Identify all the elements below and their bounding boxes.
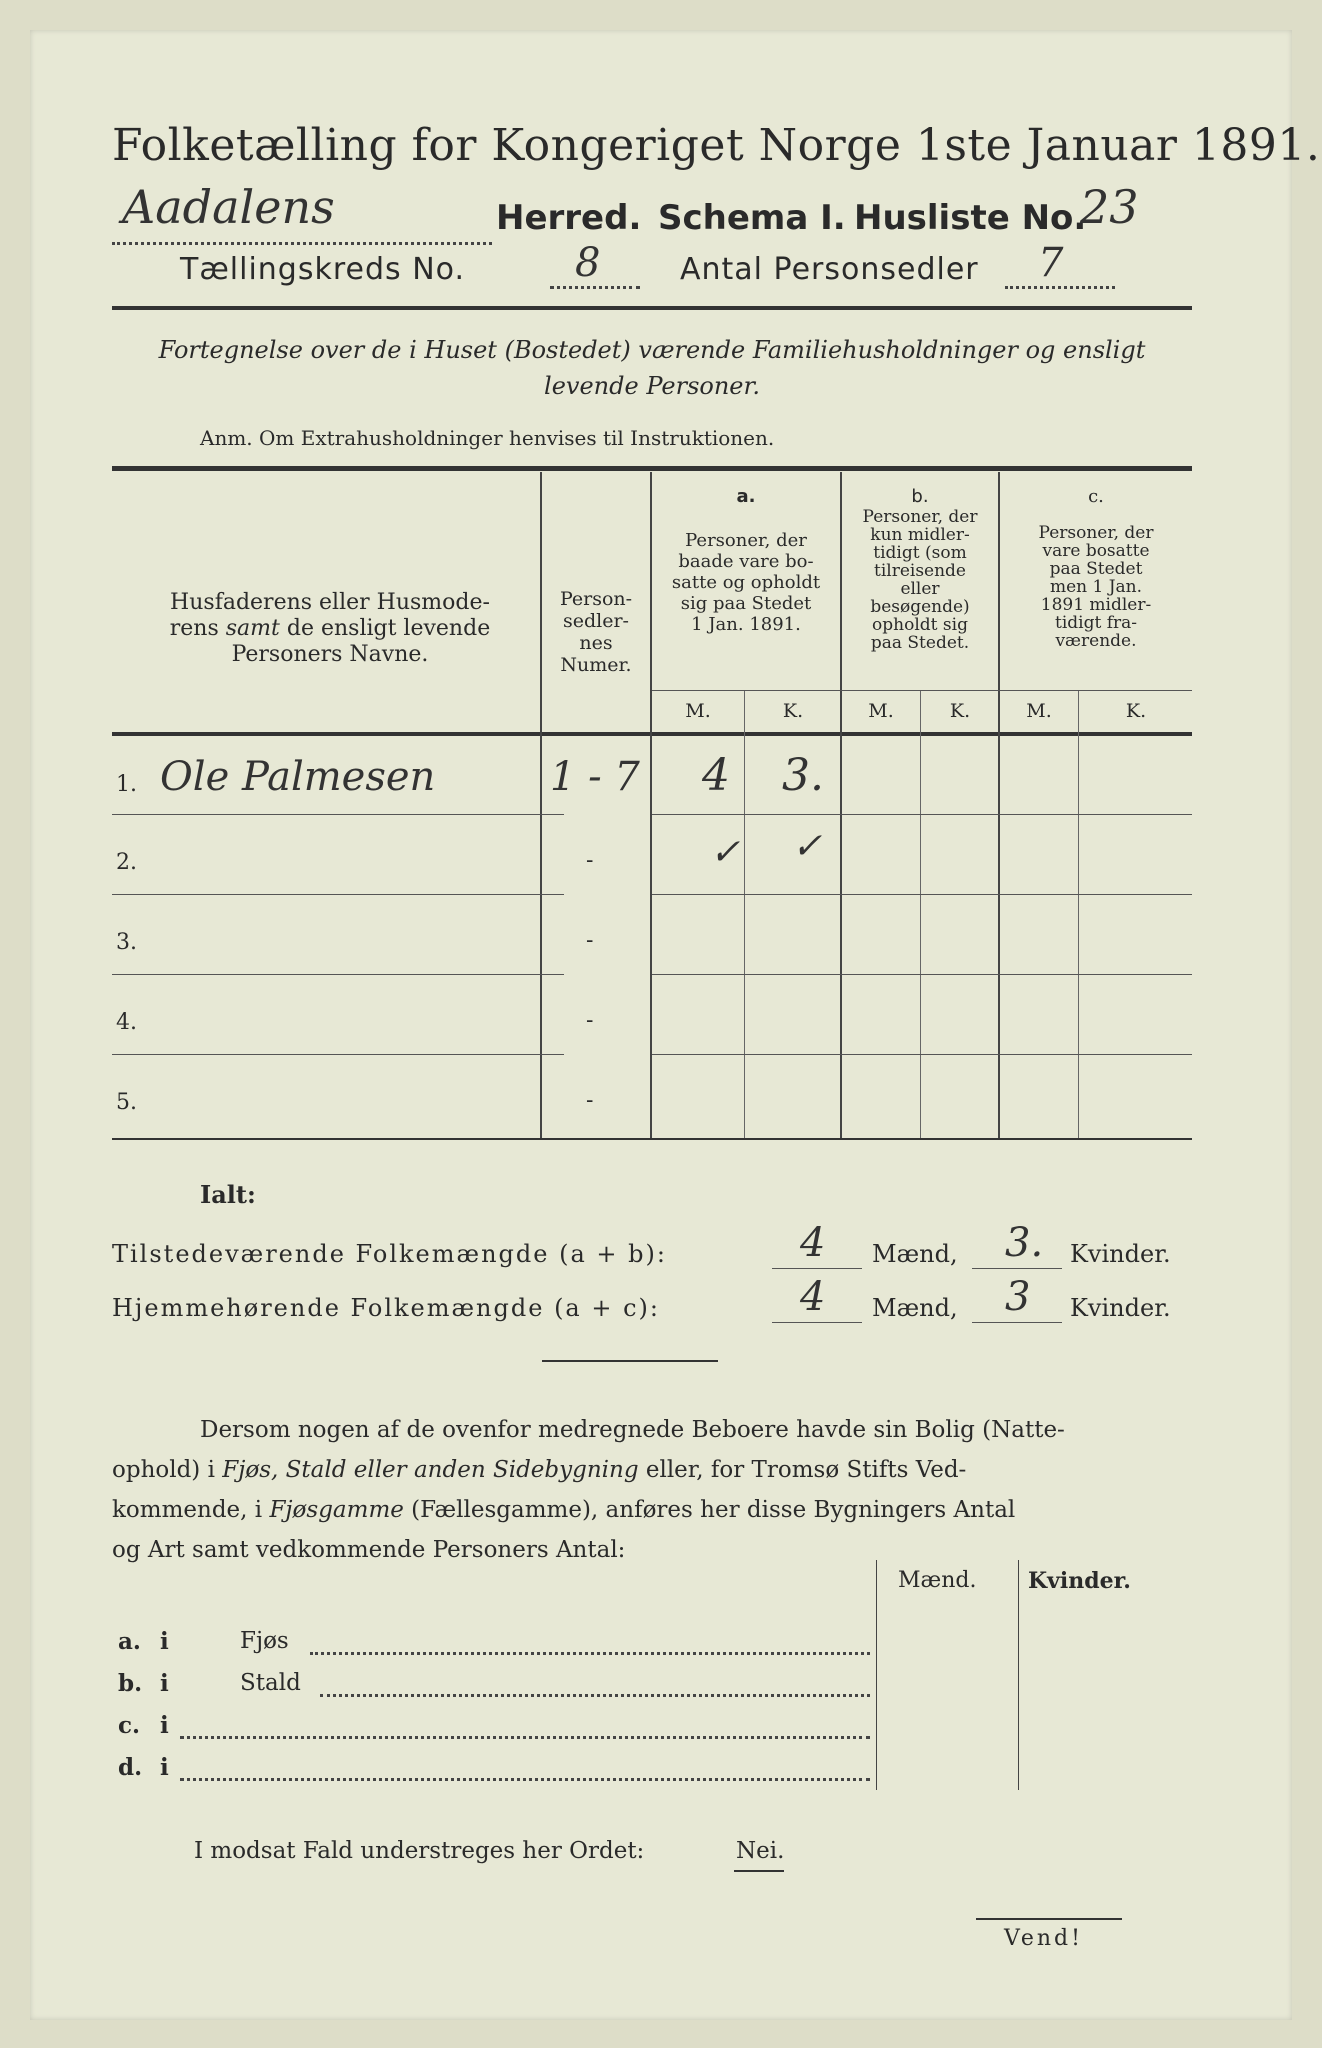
header-c-l3: paa Stedet (1049, 559, 1143, 579)
note-line-3c: (Fællesgamme), anføres her disse Bygningers Antal (403, 1497, 1016, 1523)
hjem-label: Hjemmehørende Folkemængde (a + c): (112, 1294, 660, 1322)
header-rule (112, 306, 1192, 310)
tilst-label: Tilstedeværende Folkemængde (a + b): (112, 1240, 667, 1268)
b-k-header: K. (949, 700, 971, 722)
building-label: Fjøs (240, 1628, 289, 1654)
header-b (842, 508, 998, 652)
table-row (30, 816, 1292, 896)
table-row (30, 896, 1292, 976)
header-sedler-l4: Numer. (560, 654, 632, 676)
tilst-maend: Mænd, (872, 1240, 958, 1268)
row-name: Ole Palmesen (160, 754, 436, 800)
header-c (1000, 524, 1192, 650)
separator-rule (542, 1360, 718, 1362)
b-m-header: M. (868, 700, 894, 722)
header-names-line1: Husfaderens eller Husmode- (170, 590, 490, 615)
row-line-right (652, 1054, 1192, 1055)
header-b-l7: opholdt sig (872, 615, 968, 635)
header-c-l6: tidigt fra- (1054, 613, 1137, 633)
header-sedler-l3: nes (579, 632, 613, 654)
header-names-line3: Personers Navne. (231, 642, 429, 667)
header-names (130, 590, 530, 668)
table-row (30, 736, 1292, 816)
table-bottom-rule (112, 1138, 1192, 1140)
row-a-k: 3. (782, 750, 824, 801)
building-letter: a. (118, 1628, 141, 1655)
row-sedler: - (586, 1008, 594, 1033)
note-line-1: Dersom nogen af de ovenfor medregnede Beboere havde sin Bolig (Natte- (200, 1417, 1065, 1443)
hjem-k-value: 3 (1005, 1274, 1031, 1320)
tellingskreds-number: 8 (575, 240, 601, 286)
building-i: i (160, 1754, 169, 1781)
herred-name: Aadalens (122, 180, 335, 234)
note-line-2b: Fjøs, Stald eller anden Sidebygning (222, 1457, 639, 1483)
antal-number: 7 (1038, 240, 1064, 286)
herred-dotline (112, 242, 492, 245)
building-row (30, 1706, 1292, 1750)
header-c-l4: men 1 Jan. (1049, 577, 1143, 597)
vend-text: Vend! (1004, 1926, 1083, 1951)
note-line-4: og Art samt vedkommende Personers Antal: (112, 1537, 626, 1563)
building-row (30, 1622, 1292, 1666)
header-a-l4: sig paa Stedet (680, 593, 812, 614)
building-dotline (310, 1652, 870, 1655)
header-b-l4: tilreisende (873, 561, 966, 581)
header-names-line2c: de ensligt levende (279, 616, 491, 641)
vend-rule (976, 1918, 1122, 1920)
mk-subhead-rule (652, 690, 1192, 691)
header-a-l5: 1 Jan. 1891. (691, 614, 801, 635)
tellingskreds-label: Tællingskreds No. (180, 252, 465, 287)
header-a-letter: a. (736, 486, 756, 507)
c-k-header: K. (1125, 700, 1147, 722)
row-sedler: - (586, 1088, 594, 1113)
header-b-l8: paa Stedet. (870, 633, 970, 653)
herred-label: Herred. (496, 198, 642, 238)
buildings-kvinder-header: Kvinder. (1028, 1568, 1131, 1594)
header-b-letter: b. (911, 486, 929, 507)
building-dotline (320, 1694, 870, 1697)
building-row (30, 1748, 1292, 1792)
schema-label: Schema I. (658, 198, 846, 238)
form-title: Folketælling for Kongeriget Norge 1ste Januar 1891. (112, 120, 1321, 171)
note-paragraph (112, 1410, 1192, 1570)
note-line-3a: kommende, i (112, 1497, 270, 1523)
row-line (112, 894, 564, 895)
row-sedler: 1 - 7 (550, 754, 640, 800)
intro-heading-2: levende Personer. (544, 372, 760, 400)
antal-label: Antal Personsedler (680, 252, 979, 287)
building-letter: c. (118, 1712, 141, 1739)
anm-note: Anm. Om Extrahusholdninger henvises til Instruktionen. (200, 426, 775, 450)
tilst-m-line (772, 1268, 862, 1269)
building-dotline (180, 1736, 870, 1739)
row-number: 1. (116, 772, 137, 797)
note-line-2 (112, 1450, 1192, 1490)
c-m-header: M. (1026, 700, 1052, 722)
header-a-l1: Personer, der (685, 530, 807, 551)
tellingskreds-dotline (550, 286, 640, 289)
tilst-m-value: 4 (800, 1220, 826, 1266)
note-line-3b: Fjøsgamme (269, 1497, 404, 1523)
header-names-line2b: samt (225, 616, 280, 641)
header-names-line2 (130, 616, 530, 642)
note-line-3 (112, 1490, 1192, 1530)
table-row (30, 976, 1292, 1056)
building-letter: d. (118, 1754, 143, 1781)
header-a-l2: baade vare bo- (678, 551, 814, 572)
nei-underline (734, 1870, 784, 1872)
table-row (30, 1056, 1292, 1136)
row-a-m: ✓ (710, 832, 741, 873)
row-number: 2. (116, 850, 137, 875)
intro-heading-1: Fortegnelse over de i Huset (Bostedet) værende Familiehusholdninger og ensligt (158, 336, 1146, 364)
header-c-l7: værende. (1055, 631, 1137, 651)
hjem-m-value: 4 (800, 1274, 826, 1320)
row-line-right (652, 894, 1192, 895)
a-k-header: K. (782, 700, 804, 722)
row-sedler: - (586, 928, 594, 953)
tilst-k-line (972, 1268, 1062, 1269)
header-b-l1: Personer, der (862, 507, 978, 527)
row-number: 3. (116, 930, 137, 955)
antal-dotline (1005, 286, 1115, 289)
header-b-l5: eller (900, 579, 940, 599)
buildings-maend-header: Mænd. (898, 1568, 977, 1593)
header-c-l5: 1891 midler- (1040, 595, 1152, 615)
header-c-l1: Personer, der (1038, 523, 1154, 543)
row-line-right (652, 974, 1192, 975)
modsat-text: I modsat Fald understreges her Ordet: (194, 1838, 645, 1864)
building-i: i (160, 1712, 169, 1739)
row-sedler: - (586, 848, 594, 873)
table-top-rule (112, 466, 1192, 471)
header-b-l2: kun midler- (870, 525, 970, 545)
building-row (30, 1664, 1292, 1708)
header-a (652, 530, 840, 635)
building-label: Stald (240, 1670, 301, 1696)
header-c-letter: c. (1088, 486, 1104, 507)
row-line (112, 814, 564, 815)
husliste-number: 23 (1080, 180, 1139, 234)
note-line-2c: eller, for Tromsø Stifts Ved- (638, 1457, 967, 1483)
row-a-k: ✓ (792, 826, 823, 867)
building-letter: b. (118, 1670, 143, 1697)
nei-word: Nei. (736, 1838, 785, 1864)
hjem-kvinder: Kvinder. (1070, 1294, 1171, 1322)
tilst-k-value: 3. (1005, 1220, 1044, 1266)
header-sedler (542, 588, 650, 676)
row-number: 5. (116, 1090, 137, 1115)
ialt-label: Ialt: (200, 1180, 256, 1209)
header-sedler-l1: Person- (559, 588, 633, 610)
building-i: i (160, 1628, 169, 1655)
row-line (112, 974, 564, 975)
building-dotline (180, 1778, 870, 1781)
hjem-maend: Mænd, (872, 1294, 958, 1322)
hjem-m-line (772, 1322, 862, 1323)
row-line (112, 1054, 564, 1055)
row-line-right (652, 814, 1192, 815)
note-line-2a: ophold) i (112, 1457, 223, 1483)
row-a-m: 4 (702, 750, 730, 801)
header-c-l2: vare bosatte (1042, 541, 1150, 561)
header-names-line2a: rens (169, 616, 226, 641)
census-form (30, 30, 1321, 2020)
a-m-header: M. (685, 700, 711, 722)
tilst-kvinder: Kvinder. (1070, 1240, 1171, 1268)
header-b-l6: besøgende) (870, 597, 970, 617)
building-i: i (160, 1670, 169, 1697)
header-sedler-l2: sedler- (563, 610, 629, 632)
hjem-k-line (972, 1322, 1062, 1323)
header-b-l3: tidigt (som (873, 543, 967, 563)
row-number: 4. (116, 1010, 137, 1035)
header-a-l3: satte og opholdt (671, 572, 821, 593)
husliste-label: Husliste No. (854, 198, 1087, 238)
